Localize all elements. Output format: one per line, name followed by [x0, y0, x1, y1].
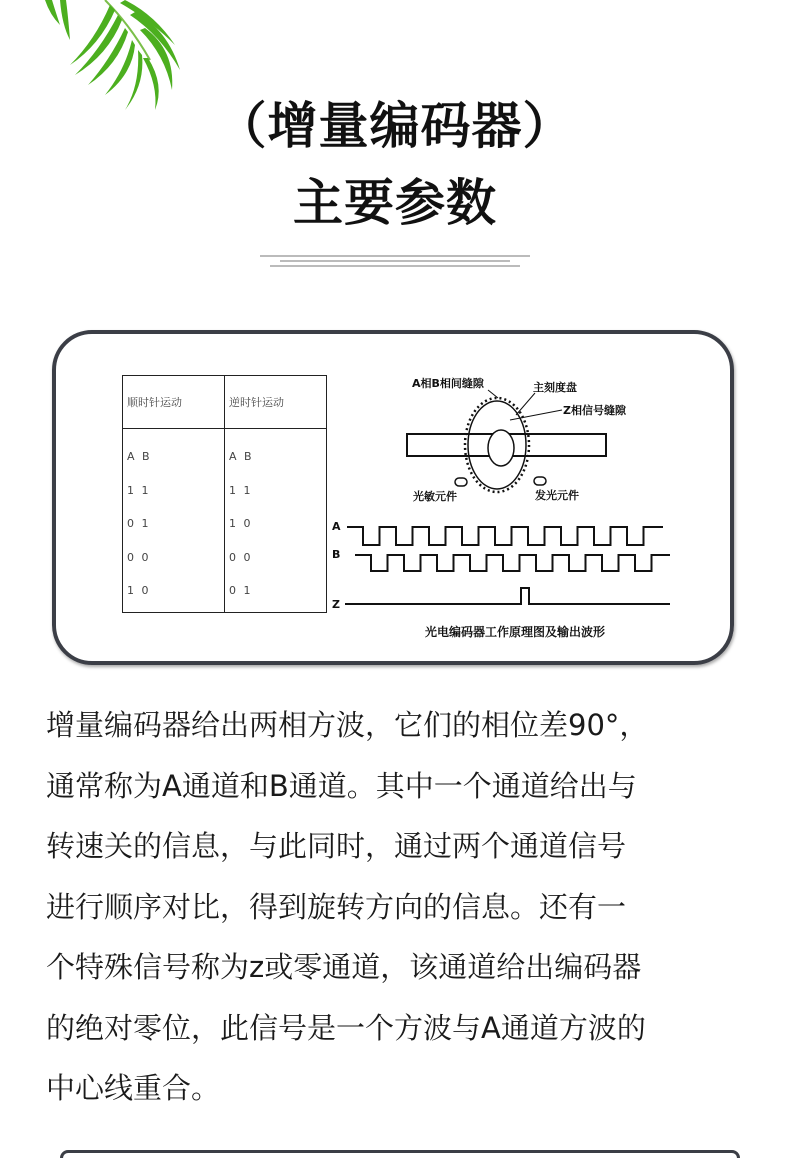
- cell: A B: [229, 450, 254, 463]
- cell: 0 0: [229, 550, 253, 564]
- label-emitter: 发光元件: [535, 489, 579, 502]
- description-paragraph: [46, 695, 648, 1119]
- cell: 1 0: [127, 584, 151, 597]
- label-signal-b: B: [332, 548, 341, 561]
- paragraph-line: 中心线重合。: [46, 1071, 221, 1105]
- waveform-b: [355, 555, 670, 571]
- cell: 0 0: [127, 550, 151, 564]
- label-main-disk: 主刻度盘: [533, 381, 577, 394]
- waveform-a: [347, 527, 663, 545]
- cell: 1 1: [229, 483, 253, 497]
- page-title: （增量编码器）: [216, 97, 574, 155]
- photo-sensor-icon: [455, 478, 467, 486]
- next-panel-edge: [60, 1150, 740, 1158]
- label-ab-gap: A相B相间缝隙: [412, 377, 484, 390]
- page-subtitle: 主要参数: [293, 174, 497, 232]
- waveform-z: [345, 588, 670, 604]
- diagram-caption: 光电编码器工作原理图及输出波形: [425, 625, 606, 639]
- paragraph-line: 通常称为A通道和B通道。其中一个通道给出与: [46, 768, 637, 803]
- light-emitter-icon: [534, 477, 546, 485]
- cell: 1 1: [127, 483, 151, 497]
- paragraph-line: 个特殊信号称为z或零通道，该通道给出编码器: [46, 950, 642, 984]
- paragraph-line: 进行顺序对比，得到旋转方向的信息。还有一: [46, 889, 627, 924]
- cell: 0 1: [127, 517, 151, 530]
- cell: 1 0: [229, 517, 253, 530]
- paragraph-line: 的绝对零位，此信号是一个方波与A通道方波的: [46, 1010, 646, 1045]
- cell: A B: [127, 450, 152, 463]
- header-counterclockwise: 逆时针运动: [225, 376, 327, 429]
- paragraph-line: 转速关的信息，与此同时，通过两个通道信号: [46, 829, 627, 863]
- label-z-gap: Z相信号缝隙: [563, 404, 626, 417]
- label-photo: 光敏元件: [413, 490, 457, 503]
- label-signal-z: Z: [332, 598, 340, 611]
- paragraph-line: 增量编码器给出两相方波，它们的相位差90°，: [46, 708, 649, 742]
- cell: 0 1: [229, 584, 253, 597]
- header-clockwise: 顺时针运动: [123, 376, 225, 429]
- label-signal-a: A: [332, 520, 341, 533]
